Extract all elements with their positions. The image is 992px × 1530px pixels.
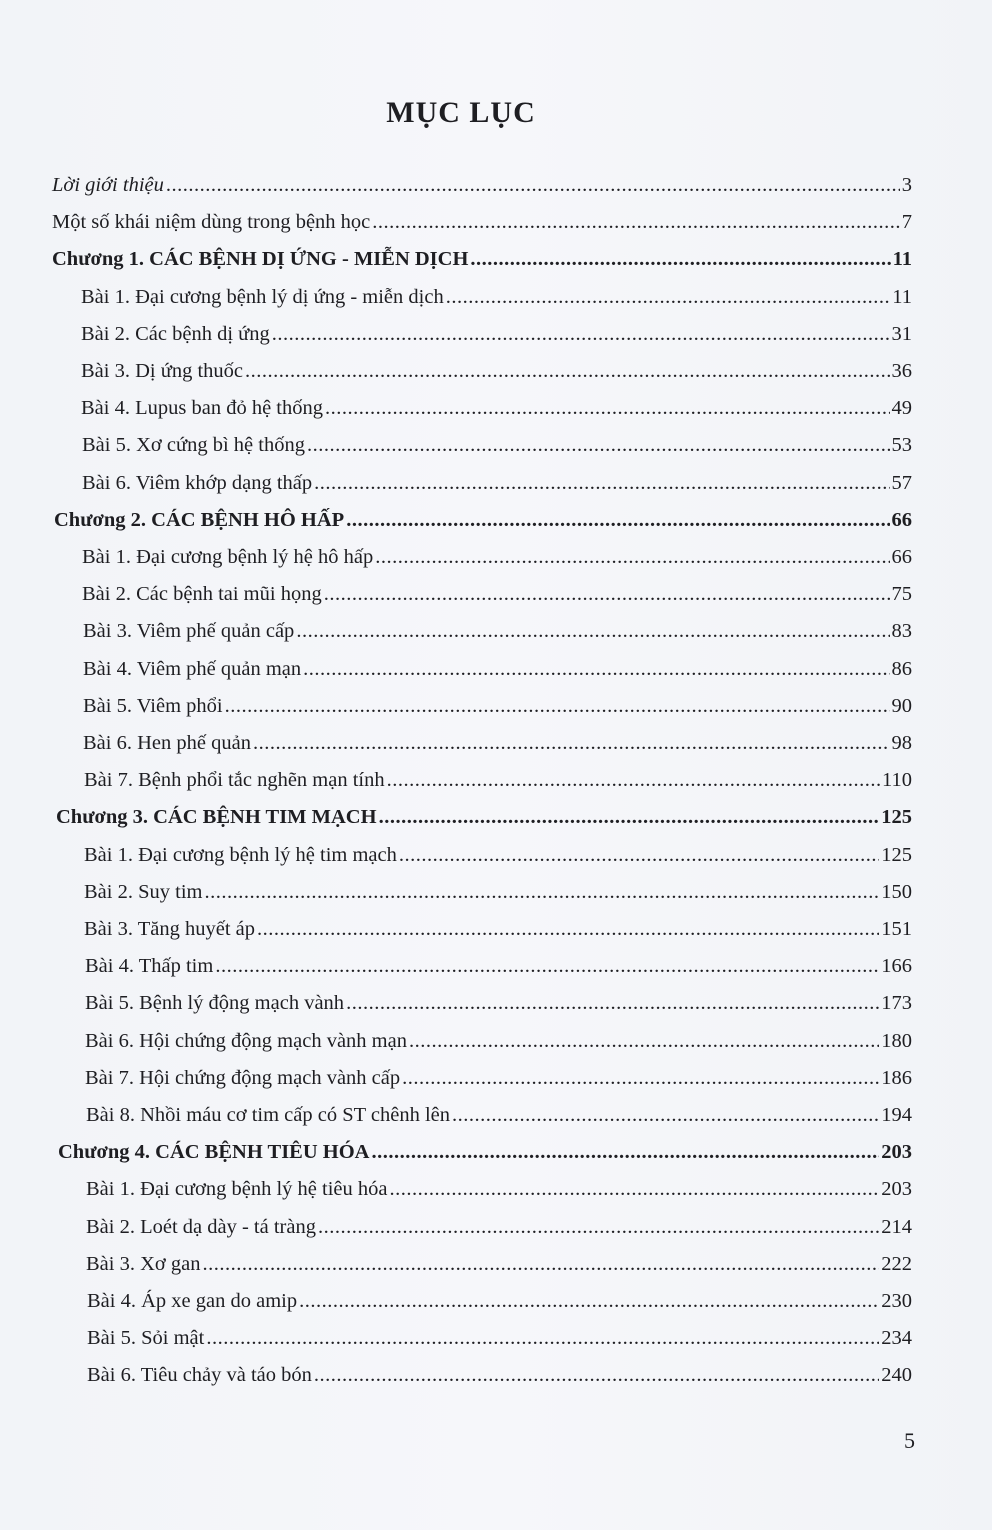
toc-page-number: 203 [881, 1141, 912, 1163]
toc-entry-row [84, 914, 912, 944]
toc-entry-label: Bài 3. Tăng huyết áp [84, 918, 255, 940]
toc-entry-label: Bài 8. Nhồi máu cơ tim cấp có ST chênh lên [86, 1104, 451, 1126]
toc-entry-row [86, 1212, 912, 1242]
dot-leader [296, 616, 889, 646]
toc-page-number: 173 [881, 992, 912, 1014]
toc-page-number: 180 [881, 1030, 912, 1052]
toc-entry-row [81, 356, 912, 386]
dot-leader [314, 1360, 879, 1390]
toc-entry-label: Lời giới thiệu [52, 174, 164, 196]
toc-entry-label: Bài 6. Tiêu chảy và táo bón [87, 1364, 312, 1386]
toc-entry-label: Bài 3. Viêm phế quản cấp [83, 620, 295, 642]
toc-entry-label: Chương 2. CÁC BỆNH HÔ HẤP [54, 509, 345, 531]
toc-entry-label: Bài 5. Viêm phổi [83, 695, 223, 717]
dot-leader [470, 244, 890, 274]
toc-entry-label: Bài 2. Loét dạ dày - tá tràng [86, 1216, 316, 1238]
page-number: 5 [904, 1428, 915, 1453]
toc-entry-label: Bài 7. Hội chứng động mạch vành cấp [85, 1067, 401, 1089]
dot-leader [375, 542, 889, 572]
toc-entry-label: Bài 6. Hội chứng động mạch vành mạn [85, 1030, 407, 1052]
toc-entry-row [84, 840, 912, 870]
toc-entry-row [83, 654, 912, 684]
toc-entry-row [85, 1026, 912, 1056]
toc-entry-label: Bài 6. Hen phế quản [83, 732, 251, 754]
dot-leader [272, 319, 890, 349]
toc-entry-label: Chương 3. CÁC BỆNH TIM MẠCH [56, 806, 377, 828]
toc-chapter-row [54, 505, 912, 535]
toc-page-number: 203 [881, 1178, 912, 1200]
dot-leader [402, 1063, 879, 1093]
toc-page-number: 75 [891, 583, 912, 605]
dot-leader [372, 207, 899, 237]
toc-entry-label: Chương 1. CÁC BỆNH DỊ ỨNG - MIỄN DỊCH [52, 248, 469, 270]
dot-leader [452, 1100, 879, 1130]
dot-leader [379, 802, 880, 832]
toc-chapter-row [52, 244, 912, 274]
toc-page-number: 57 [891, 472, 912, 494]
toc-entry-label: Bài 5. Sỏi mật [87, 1327, 205, 1349]
dot-leader [215, 951, 879, 981]
dot-leader [325, 393, 890, 423]
toc-entry-row [85, 988, 912, 1018]
toc-page-number: 125 [881, 806, 912, 828]
dot-leader [324, 579, 890, 609]
toc-page-number: 66 [891, 546, 912, 568]
toc-page-number: 240 [881, 1364, 912, 1386]
toc-entry-row [87, 1323, 912, 1353]
toc-entry-row [83, 691, 912, 721]
toc-entry-label: Bài 2. Các bệnh dị ứng [81, 323, 270, 345]
toc-page-number: 150 [881, 881, 912, 903]
toc-page-number: 214 [881, 1216, 912, 1238]
dot-leader [318, 1212, 879, 1242]
toc-page-number: 125 [881, 844, 912, 866]
toc-entry-row [82, 579, 912, 609]
toc-page-number: 234 [881, 1327, 912, 1349]
toc-page-number: 36 [891, 360, 912, 382]
dot-leader [409, 1026, 879, 1056]
toc-entry-label: Chương 4. CÁC BỆNH TIÊU HÓA [58, 1141, 370, 1163]
toc-entry-label: Bài 4. Lupus ban đỏ hệ thống [81, 397, 323, 419]
toc-entry-row [86, 1100, 912, 1130]
toc-entry-row [81, 319, 912, 349]
dot-leader [245, 356, 890, 386]
toc-entry-row [87, 1286, 912, 1316]
toc-entry-row [86, 1174, 912, 1204]
toc-entry-row [85, 951, 912, 981]
toc-entry-label: Bài 2. Các bệnh tai mũi họng [82, 583, 322, 605]
toc-page-number: 3 [901, 174, 912, 196]
toc-entry-label: Bài 1. Đại cương bệnh lý dị ứng - miễn dịch [81, 286, 444, 308]
toc-entry-row [85, 1063, 912, 1093]
toc-page-number: 83 [891, 620, 912, 642]
toc-entry-row [82, 430, 912, 460]
toc-entry-label: Bài 6. Viêm khớp dạng thấp [82, 472, 313, 494]
toc-entry-label: Bài 3. Xơ gan [86, 1253, 201, 1275]
toc-chapter-row [58, 1137, 912, 1167]
dot-leader [204, 877, 879, 907]
toc-entry-row [87, 1360, 912, 1390]
toc-entry-row [86, 1249, 912, 1279]
toc-page-number: 166 [881, 955, 912, 977]
dot-leader [387, 765, 880, 795]
toc-page-number: 222 [881, 1253, 912, 1275]
toc-entry-label: Bài 4. Thấp tim [85, 955, 214, 977]
toc-entry-label: Bài 7. Bệnh phổi tắc nghẽn mạn tính [84, 769, 385, 791]
toc-page-number: 53 [891, 434, 912, 456]
toc-entry-row [52, 207, 912, 237]
page-title: MỤC LỤC [386, 96, 536, 129]
toc-page-number: 110 [882, 769, 912, 791]
toc-entry-row [83, 728, 912, 758]
toc-page-number: 230 [881, 1290, 912, 1312]
toc-page-number: 151 [881, 918, 912, 940]
toc-page-number: 31 [891, 323, 912, 345]
toc-entry-row [81, 282, 912, 312]
dot-leader [206, 1323, 879, 1353]
toc-page-number: 186 [881, 1067, 912, 1089]
toc-entry-row [81, 393, 912, 423]
toc-page-number: 7 [901, 211, 912, 233]
dot-leader [225, 691, 890, 721]
toc-entry-label: Bài 3. Dị ứng thuốc [81, 360, 243, 382]
toc-page-number: 86 [891, 658, 912, 680]
dot-leader [253, 728, 890, 758]
dot-leader [314, 468, 889, 498]
toc-entry-label: Bài 4. Áp xe gan do amip [87, 1290, 298, 1312]
dot-leader [307, 430, 890, 460]
dot-leader [346, 988, 879, 1018]
toc-entry-label: Một số khái niệm dùng trong bệnh học [52, 211, 371, 233]
toc-page-number: 66 [891, 509, 912, 531]
toc-page-number: 49 [891, 397, 912, 419]
toc-entry-row [84, 765, 912, 795]
toc-entry-label: Bài 5. Xơ cứng bì hệ thống [82, 434, 305, 456]
dot-leader [202, 1249, 879, 1279]
toc-page-number: 11 [892, 248, 912, 270]
toc-entry-row [82, 542, 912, 572]
dot-leader [299, 1286, 879, 1316]
toc-page-number: 90 [891, 695, 912, 717]
toc-entry-row [52, 170, 912, 200]
toc-entry-label: Bài 5. Bệnh lý động mạch vành [85, 992, 345, 1014]
dot-leader [389, 1174, 879, 1204]
toc-page-number: 194 [881, 1104, 912, 1126]
toc-chapter-row [56, 802, 912, 832]
dot-leader [446, 282, 891, 312]
toc-entry-row [82, 468, 912, 498]
dot-leader [346, 505, 889, 535]
toc-entry-row [84, 877, 912, 907]
toc-entry-label: Bài 1. Đại cương bệnh lý hệ hô hấp [82, 546, 374, 568]
toc-page-number: 11 [892, 286, 912, 308]
toc-entry-label: Bài 4. Viêm phế quản mạn [83, 658, 302, 680]
dot-leader [166, 170, 900, 200]
toc-entry-label: Bài 2. Suy tim [84, 881, 203, 903]
dot-leader [399, 840, 879, 870]
toc-page-number: 98 [891, 732, 912, 754]
dot-leader [257, 914, 879, 944]
dot-leader [371, 1137, 879, 1167]
toc-entry-label: Bài 1. Đại cương bệnh lý hệ tiêu hóa [86, 1178, 388, 1200]
toc-entry-label: Bài 1. Đại cương bệnh lý hệ tim mạch [84, 844, 397, 866]
toc-entry-row [83, 616, 912, 646]
dot-leader [303, 654, 889, 684]
